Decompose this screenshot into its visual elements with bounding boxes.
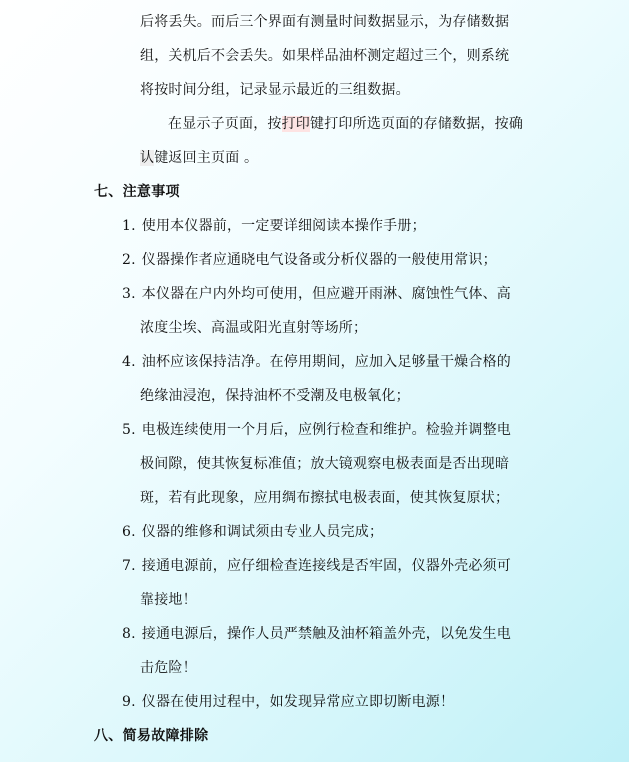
list-item	[122, 352, 511, 372]
list-item	[122, 216, 426, 236]
intro-paragraph-2-line-2	[140, 148, 258, 168]
list-item	[122, 692, 454, 712]
item-number: 3.	[122, 286, 136, 302]
item-text: 接通电源前，应仔细检查连接线是否牢固，仪器外壳必须可	[141, 558, 511, 574]
item-continuation: 靠接地！	[140, 592, 197, 608]
list-item	[122, 250, 497, 270]
para2-end: 键返回主页面 。	[154, 150, 259, 166]
list-item	[122, 522, 383, 542]
item-text: 仪器的维修和调试须由专业人员完成；	[141, 524, 384, 540]
item-number: 8.	[122, 626, 136, 642]
list-item	[122, 624, 511, 644]
item-text: 仪器在使用过程中，如发现异常应立即切断电源！	[141, 694, 455, 710]
confirm-key-label: 认	[140, 150, 155, 166]
item-text: 接通电源后，操作人员严禁触及油杯箱盖外壳，以免发生电	[141, 626, 511, 642]
intro-line-2: 组，关机后不会丢失。如果样品油杯测定超过三个，则系统	[140, 48, 510, 64]
para2-prefix: 在显示子页面，按	[168, 116, 282, 132]
item-number: 5.	[122, 422, 136, 438]
item-number: 4.	[122, 354, 136, 370]
intro-paragraph-2-line-1	[168, 114, 523, 134]
section-8-title: 八、简易故障排除	[94, 728, 209, 744]
item-text: 油杯应该保持洁净。在停用期间，应加入足够量干燥合格的	[141, 354, 511, 370]
item-continuation: 绝缘油浸泡，保持油杯不受潮及电极氧化；	[140, 388, 410, 404]
list-item	[122, 284, 511, 304]
item-continuation: 击危险！	[140, 660, 197, 676]
item-number: 1.	[122, 218, 136, 234]
item-number: 6.	[122, 524, 136, 540]
item-text: 仪器操作者应通晓电气设备或分析仪器的一般使用常识；	[141, 252, 497, 268]
item-number: 2.	[122, 252, 136, 268]
print-key-label: 打印	[281, 116, 311, 132]
item-text: 本仪器在户内外均可使用，但应避开雨淋、腐蚀性气体、高	[141, 286, 511, 302]
list-item	[122, 420, 511, 440]
para2-middle: 键打印所选页面的存储数据，按确	[310, 116, 524, 132]
item-number: 9.	[122, 694, 136, 710]
item-text: 电极连续使用一个月后，应例行检查和维护。检验并调整电	[141, 422, 511, 438]
intro-line-1: 后将丢失。而后三个界面有测量时间数据显示，为存储数据	[140, 14, 510, 30]
item-continuation: 斑，若有此现象，应用绸布擦拭电极表面，使其恢复原状；	[140, 490, 510, 506]
intro-line-3: 将按时间分组，记录显示最近的三组数据。	[140, 82, 410, 98]
item-text: 使用本仪器前，一定要详细阅读本操作手册；	[141, 218, 426, 234]
list-item	[122, 556, 511, 576]
section-7-title: 七、注意事项	[94, 184, 180, 200]
item-number: 7.	[122, 558, 136, 574]
item-continuation: 浓度尘埃、高温或阳光直射等场所；	[140, 320, 368, 336]
item-continuation: 极间隙，使其恢复标准值；放大镜观察电极表面是否出现暗	[140, 456, 510, 472]
